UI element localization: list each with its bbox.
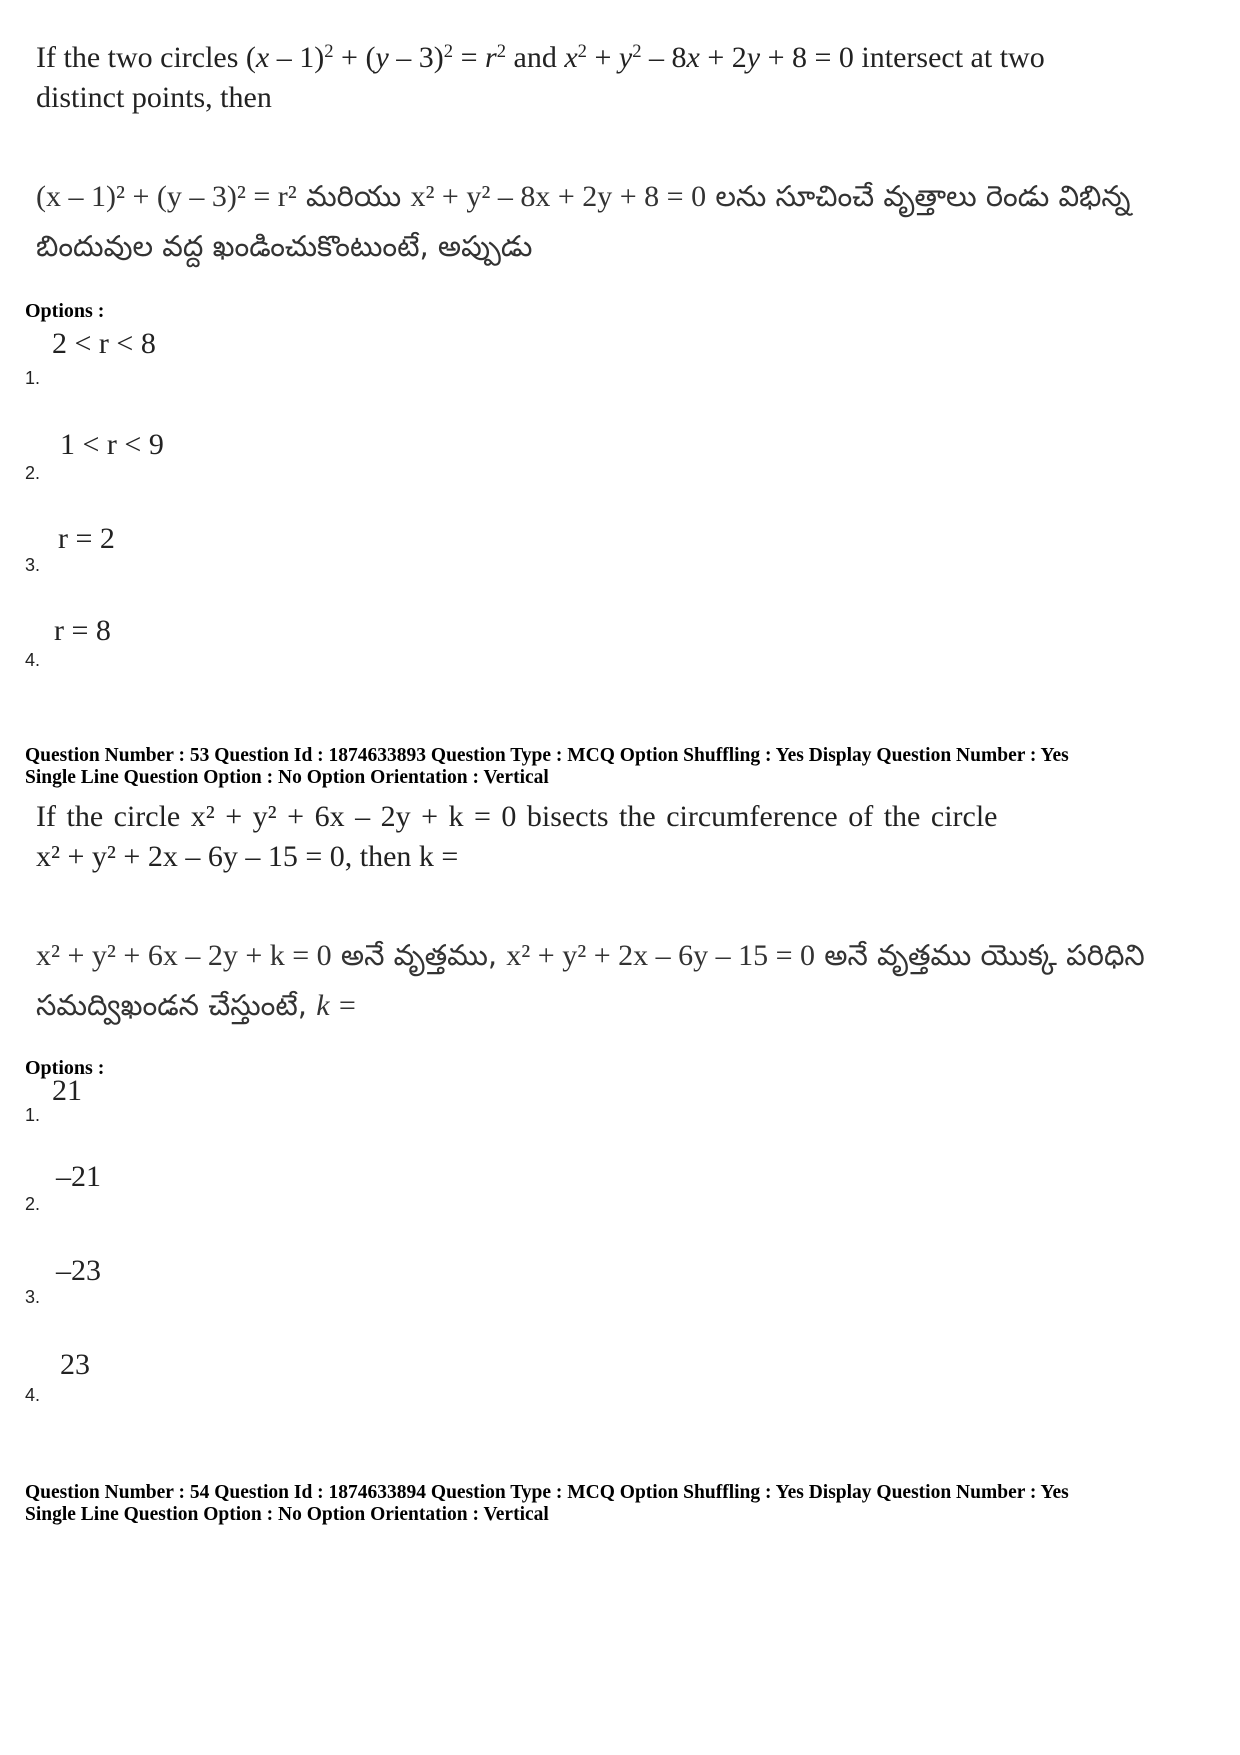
q53-meta-line1: Question Number : 53 Question Id : 1874633893 Question Type : MCQ Option Shuffling : Yes Display Question Number : Yes [25, 745, 1069, 766]
q53-option-3-number: 3. [25, 1287, 41, 1307]
q53-options-label: Options : [25, 1057, 105, 1079]
q53-option-4[interactable]: 23 [60, 1348, 90, 1381]
q52-stem-text-2: intersect at two [861, 41, 1045, 74]
q52-stem-text: If the two circles [36, 41, 239, 74]
q52-option-1[interactable]: 2 < r < 8 [52, 327, 156, 360]
q53-option-3[interactable]: –23 [56, 1254, 101, 1287]
q53-option-1[interactable]: 21 [52, 1074, 82, 1107]
q53-option-2[interactable]: –21 [56, 1160, 101, 1193]
q53-stem-te-line1: x² + y² + 6x – 2y + k = 0 అనే వృత్తము, x² + y² + 2x – 6y – 15 = 0 అనే వృత్తము యొక్క పరిధిని [36, 938, 1145, 972]
q52-stem-te-line1: (x – 1)² + (y – 3)² = r² మరియు x² + y² – 8x + 2y + 8 = 0 లను సూచించే వృత్తాలు రెండు విభిన్న [36, 179, 1131, 213]
q52-stem-en-line1 [36, 38, 1045, 78]
q52-stem-te-line2: బిందువుల వద్ద ఖండించుకొంటుంటే, అప్పుడు [36, 229, 533, 263]
q52-options-label: Options : [25, 300, 105, 322]
q52-option-4-number: 4. [25, 650, 41, 670]
q53-option-1-number: 1. [25, 1105, 41, 1125]
q52-option-4[interactable]: r = 8 [54, 614, 111, 647]
q53-option-2-number: 2. [25, 1194, 41, 1214]
q52-option-2-number: 2. [25, 463, 41, 483]
q52-option-3-number: 3. [25, 555, 41, 575]
q52-option-1-number: 1. [25, 368, 41, 388]
q54-meta-line2: Single Line Question Option : No Option Orientation : Vertical [25, 1504, 549, 1525]
q53-option-4-number: 4. [25, 1385, 41, 1405]
q52-te-eq2: x² + y² – 8x + 2y + 8 = 0 [410, 180, 707, 213]
q53-stem-te-line2: సమద్విఖండన చేస్తుంటే, k = [36, 988, 358, 1022]
q52-option-2[interactable]: 1 < r < 9 [60, 428, 164, 461]
q53-te-eq2: x² + y² + 2x – 6y – 15 = 0 [506, 939, 816, 972]
q52-and: and [513, 41, 557, 74]
q53-meta-line2: Single Line Question Option : No Option Orientation : Vertical [25, 767, 549, 788]
q52-option-3[interactable]: r = 2 [58, 522, 115, 555]
q52-eq2: $x^2 + y^2 - 8x + 2y + 8 = 0$ [564, 40, 854, 74]
q52-eq1: $(x - 1)^2 + (y - 3)^2 = r^2$ [245, 40, 506, 74]
q53-stem-en-line1: If the circle x² + y² + 6x – 2y + k = 0 bisects the circumference of the circle [36, 800, 998, 833]
q52-te-eq1: (x – 1)² + (y – 3)² = r² [36, 180, 297, 213]
q54-meta-line1: Question Number : 54 Question Id : 1874633894 Question Type : MCQ Option Shuffling : Yes Display Question Number : Yes [25, 1482, 1069, 1503]
q53-te-eq1: x² + y² + 6x – 2y + k = 0 [36, 939, 332, 972]
q53-stem-en-line2: x² + y² + 2x – 6y – 15 = 0, then k = [36, 840, 459, 873]
q52-stem-en-line2: distinct points, then [36, 81, 272, 114]
